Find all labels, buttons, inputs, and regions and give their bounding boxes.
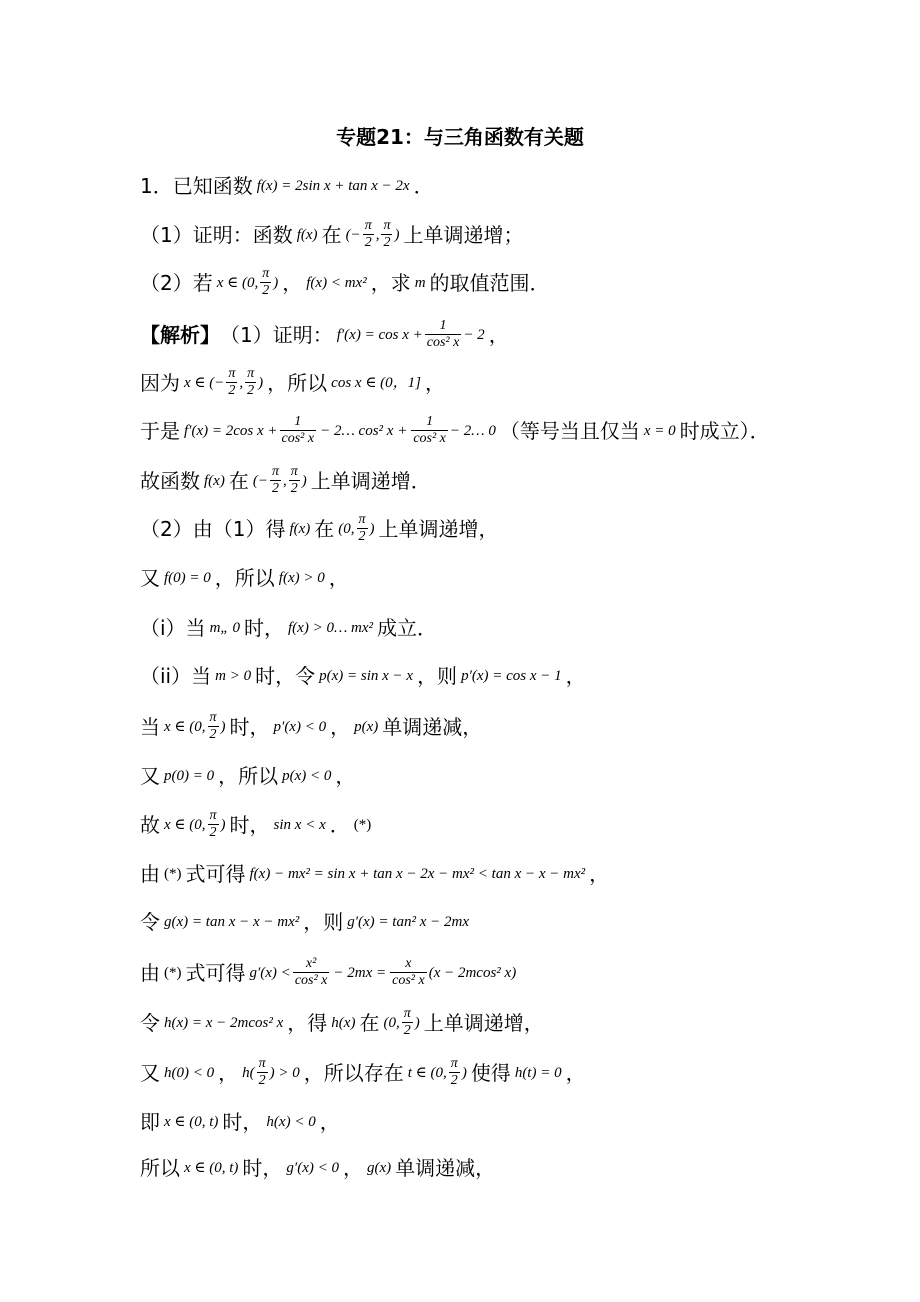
text: ，所以 (218, 764, 279, 788)
text: 当 (140, 714, 160, 739)
math-expression: g′(x) = tan² x − 2mx (347, 914, 469, 930)
numerator: π (262, 266, 270, 281)
math-expression: f(x) > 0 (278, 570, 325, 586)
math-expression: ) (461, 1064, 467, 1081)
math-expression: m > 0 (215, 668, 252, 684)
solution-line (140, 512, 499, 545)
numerator: π (209, 710, 217, 725)
equation-tag: (*) (353, 816, 372, 833)
numerator: x² (305, 956, 317, 971)
fraction (245, 366, 256, 399)
fraction (402, 1006, 413, 1039)
math-expression: h(x) (331, 1014, 356, 1031)
math-expression: x ∈ (0, t) (184, 1160, 239, 1176)
text: ， (589, 862, 610, 886)
math-expression: p′(x) < 0 (273, 718, 327, 735)
text: 又 (140, 566, 160, 590)
fraction (357, 512, 368, 545)
math-expression: ) (414, 1014, 420, 1031)
numerator: π (271, 464, 279, 479)
math-expression: p(x) = sin x − x (319, 668, 414, 684)
solution-line (140, 956, 520, 989)
solution-line (140, 860, 609, 888)
numerator: π (258, 1056, 266, 1071)
math-expression: f(x) = 2sin x + tan x − 2x (256, 178, 410, 194)
math-expression: p(x) (354, 718, 379, 735)
fraction (226, 366, 237, 399)
text: 时， (242, 1156, 283, 1180)
math-expression: x = 0 (643, 422, 676, 439)
fraction (449, 1056, 460, 1089)
solution-line (140, 662, 586, 690)
page-title: 专题21：与三角函数有关题 (336, 125, 584, 149)
text: ， (425, 370, 446, 395)
math-expression: x ∈ (0, t) (164, 1114, 219, 1130)
math-expression: ) (258, 374, 264, 391)
math-expression: h(0) < 0 (164, 1064, 215, 1081)
math-expression: x ∈ (− (184, 374, 225, 391)
text: 单调递减， (382, 714, 483, 739)
math-expression: h(x) = x − 2mcos² x (164, 1014, 284, 1031)
text: （1）证明： (220, 322, 333, 347)
math-expression: f′(x) = 2cos x + (184, 422, 278, 439)
text: 令 (140, 1010, 160, 1035)
math-expression: − 2mx = (333, 964, 387, 981)
math-expression: g(x) = tan x − x − mx² (164, 914, 300, 930)
text: ，所以 (214, 566, 275, 590)
denominator: 2 (262, 283, 270, 298)
text: ． (413, 174, 434, 198)
fraction (425, 318, 462, 351)
solution-line (140, 908, 473, 936)
solution-line (140, 762, 355, 790)
analysis-label: 【解析】 (140, 322, 220, 347)
denominator: 2 (271, 481, 279, 496)
math-expression: x ∈ (0, (216, 274, 259, 291)
question-2 (140, 266, 550, 299)
math-expression: cos x ∈ (0，1] (331, 374, 422, 391)
fraction (257, 1056, 268, 1089)
text: 因为 (140, 370, 180, 395)
solution-line (140, 1108, 340, 1136)
solution-line (140, 808, 375, 841)
text: 1．已知函数 (140, 174, 253, 198)
numerator: π (247, 366, 255, 381)
text: 时成立）． (679, 418, 770, 443)
text: ， (218, 1060, 239, 1085)
text: ， (488, 322, 509, 347)
equation-tag: (*) (164, 866, 182, 882)
denominator: cos² x (413, 431, 446, 446)
text: 由 (140, 862, 160, 886)
text: ， (319, 1110, 340, 1134)
math-expression: ) (394, 226, 400, 243)
text: 于是 (140, 418, 180, 443)
solution-heading (140, 318, 509, 351)
text: 在 (314, 516, 335, 541)
math-expression: ) (220, 718, 226, 735)
text: 又 (140, 1060, 160, 1085)
solution-line (140, 464, 431, 497)
math-expression: p(x) < 0 (282, 768, 332, 784)
equation-tag: (*) (164, 964, 182, 981)
fraction (260, 266, 271, 299)
problem-statement (140, 172, 434, 200)
text: 式可得 (185, 862, 246, 886)
text: 单调递减， (395, 1156, 496, 1180)
math-expression: t ∈ (0, (407, 1064, 447, 1081)
math-expression: (0, (383, 1014, 400, 1031)
fraction (280, 414, 317, 447)
numerator: x (405, 956, 412, 971)
text: （2）由（1）得 (140, 516, 286, 541)
text: （等号当且仅当 (499, 418, 640, 443)
text: （ii）当 (140, 664, 212, 688)
text: ， (330, 714, 351, 739)
text: （2）若 (140, 270, 213, 295)
math-expression: f(x) > 0… mx² (288, 620, 374, 636)
solution-line (140, 1154, 495, 1182)
text: ，所以存在 (303, 1060, 404, 1085)
math-expression: , (282, 472, 287, 489)
denominator: 2 (383, 235, 391, 250)
text: 在 (321, 222, 342, 247)
math-expression: p(0) = 0 (164, 768, 215, 784)
text: 由 (140, 960, 160, 985)
fraction (293, 956, 330, 989)
math-expression: − 2… cos² x + (320, 422, 408, 439)
math-expression: g′(x) < 0 (286, 1160, 339, 1176)
text: ，则 (417, 664, 458, 688)
fraction (208, 808, 219, 841)
text: ， (328, 566, 349, 590)
numerator: π (228, 366, 236, 381)
text: 即 (140, 1110, 160, 1134)
question-1 (140, 218, 523, 251)
text: 式可得 (185, 960, 246, 985)
math-expression: ) > 0 (269, 1064, 300, 1081)
text: 时， (244, 616, 284, 640)
denominator: 2 (209, 727, 217, 742)
solution-line (140, 614, 437, 642)
text: 的取值范围． (429, 270, 550, 295)
solution-line (140, 710, 482, 743)
denominator: cos² x (294, 973, 328, 988)
text: 使得 (470, 1060, 511, 1085)
math-expression: g′(x) < (249, 964, 291, 981)
denominator: 2 (258, 1073, 266, 1088)
numerator: 1 (426, 414, 434, 429)
fraction (411, 414, 448, 447)
text: 故函数 (140, 468, 200, 493)
denominator: 2 (209, 825, 217, 840)
math-expression: (− (345, 226, 361, 243)
denominator: cos² x (392, 973, 425, 988)
text: ，则 (303, 910, 344, 934)
fraction (390, 956, 427, 989)
denominator: 2 (290, 481, 298, 496)
denominator: 2 (228, 383, 236, 398)
math-expression: f(x) < mx² (306, 274, 367, 291)
denominator: 2 (403, 1023, 411, 1038)
math-expression: ) (369, 520, 375, 537)
numerator: π (290, 464, 298, 479)
math-expression: , (239, 374, 244, 391)
text: ． (329, 812, 350, 837)
fraction (208, 710, 219, 743)
math-expression: f(0) = 0 (164, 570, 211, 586)
denominator: 2 (358, 529, 366, 544)
text: （1）证明：函数 (140, 222, 293, 247)
math-expression: ) (301, 472, 307, 489)
math-expression: p′(x) = cos x − 1 (461, 668, 562, 684)
denominator: 2 (247, 383, 255, 398)
math-expression: (0, (338, 520, 355, 537)
math-expression: sin x < x (273, 816, 326, 833)
solution-line (140, 564, 349, 592)
math-expression: m„ 0 (209, 620, 240, 636)
solution-line (140, 414, 770, 447)
text: ， (282, 270, 303, 295)
fraction (363, 218, 374, 251)
numerator: π (403, 1006, 411, 1021)
denominator: cos² x (281, 431, 315, 446)
fraction (381, 218, 392, 251)
text: 上单调递增． (310, 468, 431, 493)
fraction (270, 464, 281, 497)
text: ，所以 (267, 370, 328, 395)
numerator: π (450, 1056, 458, 1071)
text: 在 (228, 468, 249, 493)
text: 令 (140, 910, 160, 934)
text: ，得 (287, 1010, 328, 1035)
math-expression: m (414, 274, 426, 291)
math-expression: g(x) (366, 1160, 392, 1176)
denominator: cos² x (426, 335, 460, 350)
denominator: 2 (450, 1073, 458, 1088)
math-expression: (− (252, 472, 268, 489)
math-expression: , (375, 226, 380, 243)
solution-line (140, 1056, 586, 1089)
fraction (289, 464, 300, 497)
denominator: 2 (364, 235, 372, 250)
math-expression: h( (242, 1064, 255, 1081)
solution-line (140, 1006, 544, 1039)
text: 上单调递增； (403, 222, 524, 247)
math-expression: ) (273, 274, 279, 291)
text: 在 (359, 1010, 380, 1035)
math-expression: ) (220, 816, 226, 833)
math-expression: f(x) − mx² = sin x + tan x − 2x − mx² < tan x − x − mx² (249, 866, 586, 882)
text: 时， (229, 812, 270, 837)
math-expression: x ∈ (0, (164, 718, 206, 735)
text: ， (342, 1156, 363, 1180)
text: 所以 (140, 1156, 180, 1180)
math-expression: f(x) (204, 472, 225, 489)
math-expression: f′(x) = cos x + (336, 326, 423, 343)
math-expression: (x − 2mcos² x) (428, 964, 517, 981)
math-expression: − 2… 0 (449, 422, 496, 439)
text: 时，令 (255, 664, 316, 688)
text: 故 (140, 812, 160, 837)
numerator: π (209, 808, 217, 823)
text: 成立． (377, 616, 438, 640)
text: ，求 (370, 270, 411, 295)
text: 上单调递增， (423, 1010, 544, 1035)
math-expression: h(t) = 0 (514, 1064, 562, 1081)
text: ， (335, 764, 356, 788)
numerator: π (364, 218, 372, 233)
math-expression: h(x) < 0 (266, 1114, 316, 1130)
numerator: 1 (294, 414, 302, 429)
numerator: π (383, 218, 391, 233)
text: 又 (140, 764, 160, 788)
text: 时， (229, 714, 270, 739)
text: ， (565, 664, 586, 688)
math-expression: x ∈ (0, (164, 816, 206, 833)
text: ， (565, 1060, 586, 1085)
math-expression: − 2 (463, 326, 485, 343)
text: （i）当 (140, 616, 206, 640)
numerator: 1 (439, 318, 447, 333)
text: 时， (222, 1110, 263, 1134)
text: 上单调递增， (378, 516, 499, 541)
math-expression: f(x) (296, 226, 318, 243)
math-expression: f(x) (289, 520, 311, 537)
numerator: π (358, 512, 366, 527)
solution-line (140, 366, 445, 399)
